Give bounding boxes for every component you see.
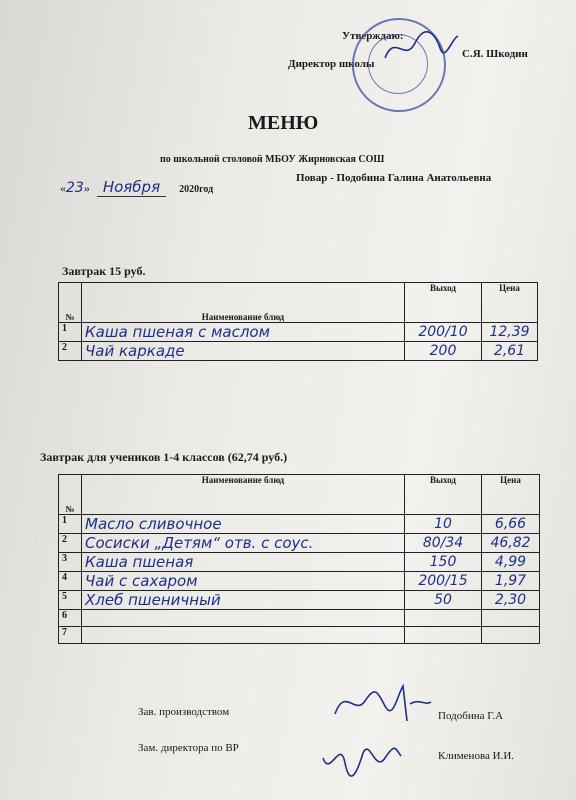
dish-price	[482, 627, 540, 644]
dish-name: Каша пшеная с маслом	[82, 323, 405, 342]
dish-name: Хлеб пшеничный	[82, 591, 405, 610]
dish-name: Масло сливочное	[82, 515, 405, 534]
dish-output	[405, 610, 482, 627]
row-num: 1	[59, 515, 82, 534]
row-num: 2	[59, 534, 82, 553]
date-day: 23	[66, 180, 84, 196]
col-output-header: Выход	[405, 283, 482, 323]
row-num: 7	[59, 627, 82, 644]
dish-name	[82, 627, 405, 644]
dish-name: Сосиски „Детям“ отв. с соус.	[82, 534, 405, 553]
dish-price: 46,82	[482, 534, 540, 553]
cook-name: Повар - Подобина Галина Анатольевна	[296, 172, 492, 184]
dish-price: 6,66	[482, 515, 540, 534]
table-row	[59, 627, 540, 644]
dish-name: Чай каркаде	[82, 342, 405, 361]
table-header-row	[59, 283, 538, 323]
row-num: 5	[59, 591, 82, 610]
table-row	[59, 515, 540, 534]
table-row	[59, 323, 538, 342]
table-row	[59, 572, 540, 591]
date-month: Ноября	[97, 178, 166, 197]
dish-price: 1,97	[482, 572, 540, 591]
dish-output: 80/34	[405, 534, 482, 553]
dish-output: 200	[405, 342, 482, 361]
row-num: 3	[59, 553, 82, 572]
row-num: 4	[59, 572, 82, 591]
table-row	[59, 610, 540, 627]
dish-output: 150	[405, 553, 482, 572]
dish-name: Чай с сахаром	[82, 572, 405, 591]
row-num: 6	[59, 610, 82, 627]
table-header-row	[59, 475, 540, 515]
production-manager-name: Подобина Г.А	[438, 710, 504, 722]
dish-output: 10	[405, 515, 482, 534]
breakfast-2-title: Завтрак для учеников 1-4 классов (62,74 руб.)	[40, 450, 288, 464]
production-manager-signature	[325, 676, 435, 731]
breakfast-1-title: Завтрак 15 руб.	[62, 264, 146, 278]
col-price-header: Цена	[482, 283, 538, 323]
page-title: МЕНЮ	[248, 112, 319, 134]
col-num-header: №	[59, 475, 82, 515]
dish-name: Каша пшеная	[82, 553, 405, 572]
dish-output: 50	[405, 591, 482, 610]
table-row	[59, 342, 538, 361]
col-output-header: Выход	[405, 475, 482, 515]
row-num: 2	[59, 342, 82, 361]
col-name-header: Наименование блюд	[82, 283, 405, 323]
dish-output	[405, 627, 482, 644]
row-num: 1	[59, 323, 82, 342]
dish-price: 2,61	[482, 342, 538, 361]
deputy-director-name: Клименова И.И.	[438, 750, 515, 762]
director-name: С.Я. Шкодин	[462, 48, 528, 60]
col-name-header: Наименование блюд	[82, 475, 405, 515]
dish-name	[82, 610, 405, 627]
director-label: Директор школы	[288, 58, 375, 70]
table-row	[59, 591, 540, 610]
production-manager-label: Зав. производством	[138, 706, 230, 718]
dish-price: 12,39	[482, 323, 538, 342]
col-num-header: №	[59, 283, 82, 323]
dish-output: 200/15	[405, 572, 482, 591]
breakfast-1-table	[58, 282, 538, 361]
table-row	[59, 553, 540, 572]
page-subtitle: по школьной столовой МБОУ Жирновская СОШ	[160, 154, 385, 165]
date-year: 2020год	[179, 184, 214, 195]
approval-label: Утверждаю:	[342, 30, 404, 42]
dish-price	[482, 610, 540, 627]
breakfast-2-table	[58, 474, 540, 644]
col-price-header: Цена	[482, 475, 540, 515]
table-row	[59, 534, 540, 553]
deputy-director-label: Зам. директора по ВР	[138, 742, 239, 754]
dish-price: 2,30	[482, 591, 540, 610]
dish-price: 4,99	[482, 553, 540, 572]
deputy-director-signature	[315, 728, 405, 783]
menu-date: «23» Ноября 2020год	[60, 178, 214, 196]
director-signature	[380, 28, 460, 68]
dish-output: 200/10	[405, 323, 482, 342]
